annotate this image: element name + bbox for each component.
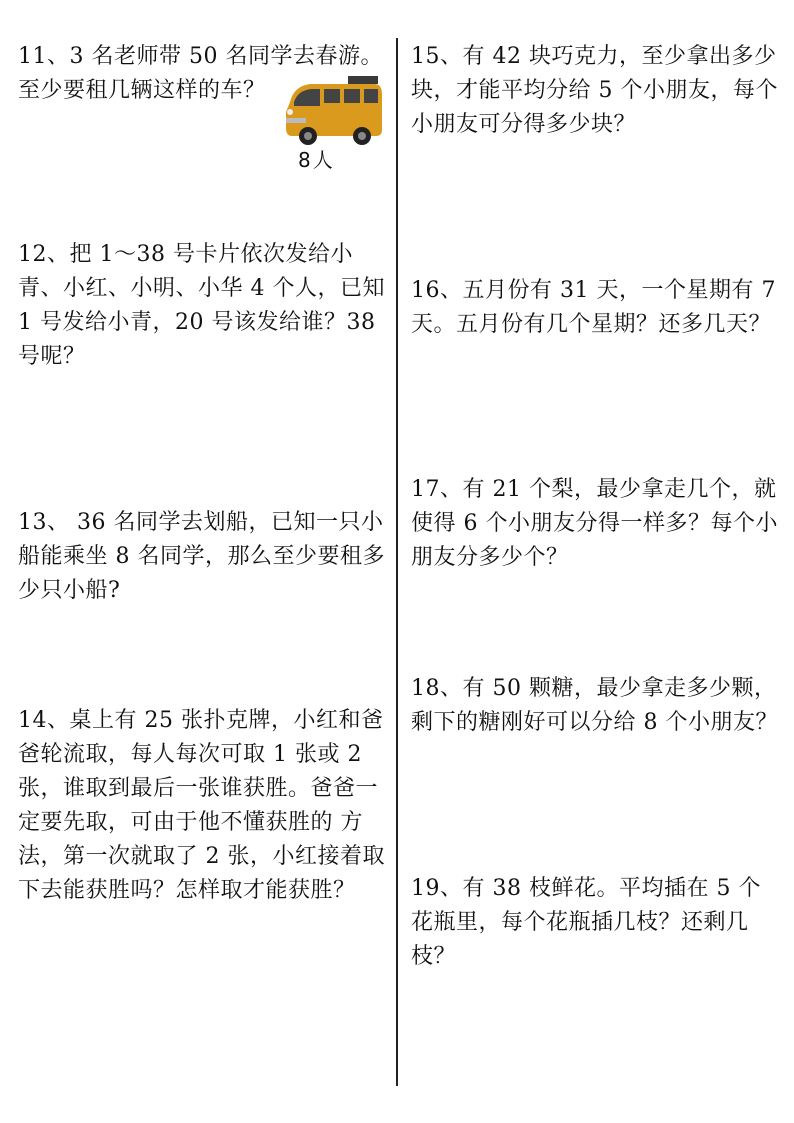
bus-capacity-label: 8人 bbox=[298, 148, 335, 172]
question-15: 15、有 42 块巧克力，至少拿出多少块，才能平均分给 5 个小朋友，每个小朋友可分得多少块？ bbox=[411, 44, 778, 137]
question-19: 19、有 38 枝鲜花。平均插在 5 个花瓶里，每个花瓶插几枝？还剩几枝？ bbox=[411, 876, 761, 969]
question-17: 17、有 21 个梨，最少拿走几个，就使得 6 个小朋友分得一样多？每个小朋友分多少个？ bbox=[411, 477, 778, 570]
question-18: 18、有 50 颗糖，最少拿走多少颗，剩下的糖刚好可以分给 8 个小朋友？ bbox=[411, 676, 778, 735]
question-13: 13、 36 名同学去划船，已知一只小船能乘坐 8 名同学，那么至少要租多少只小船? bbox=[18, 510, 385, 603]
question-14: 14、桌上有 25 张扑克牌，小红和爸爸轮流取，每人每次可取 1 张或 2 张，谁取到最后一张谁获胜。爸爸一定要先取，可由于他不懂获胜的 方法，第一次就取了 2 张，小红接着取下去能获胜吗？怎样取才能获胜？ bbox=[18, 708, 385, 903]
column-divider bbox=[396, 38, 398, 1086]
question-11: 11、3 名老师带 50 名同学去春游。至少要租几辆这样的车？ bbox=[18, 44, 383, 103]
question-16: 16、五月份有 31 天，一个星期有 7 天。五月份有几个星期？还多几天？ bbox=[411, 278, 784, 337]
question-12: 12、把 1～38 号卡片依次发给小青、小红、小明、小华 4 个人，已知 1 号发给小青，20 号该发给谁？38 号呢？ bbox=[18, 242, 393, 369]
bus-icon bbox=[282, 72, 388, 152]
